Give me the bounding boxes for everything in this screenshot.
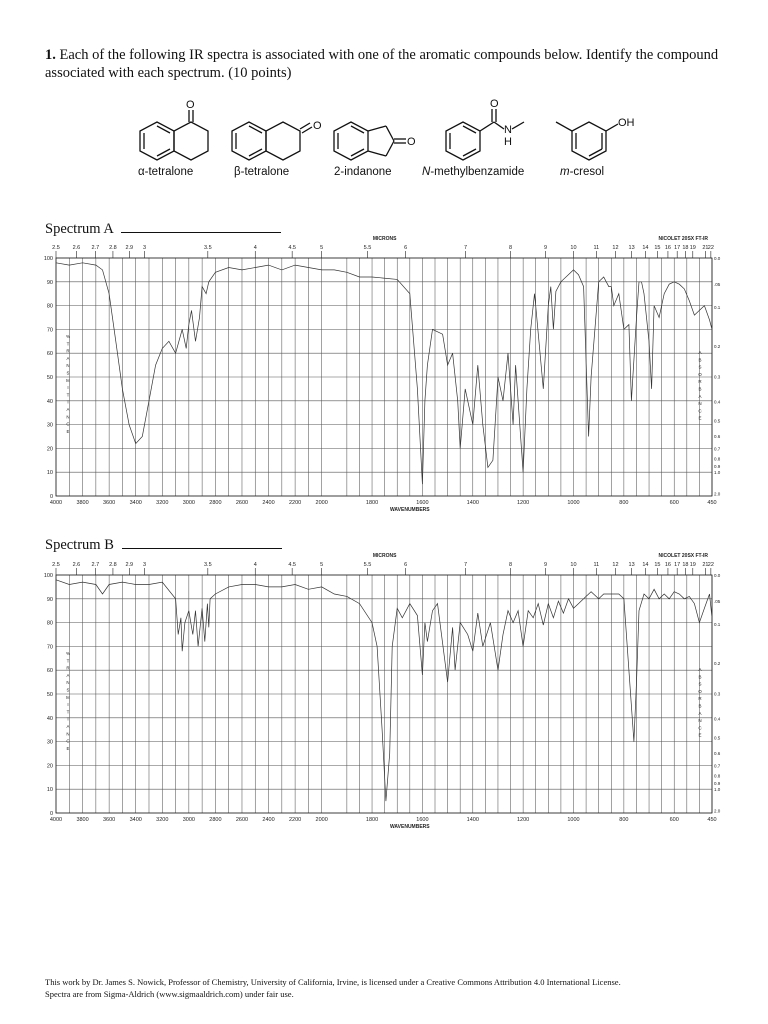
absorbance-tick-label: 0.9 [714,781,721,787]
micron-tick-label: 5.5 [363,245,372,251]
transmittance-letter: I [67,702,69,708]
micron-tick-label: 22 [707,562,714,568]
question-body: Each of the following IR spectra is associated with one of the aromatic compounds below. Identify the compound associated with each spectrum. (10 points) [45,47,719,81]
transmittance-letter: A [66,672,70,678]
x-tick-label: 3000 [182,500,195,506]
y-tick-label: 90 [46,279,53,286]
question-text [45,46,735,82]
spectrum-b-chart [36,551,724,833]
svg-text:O: O [490,98,499,110]
x-tick-label: 800 [619,817,629,823]
compound-name-alpha-tetralone: α-tetralone [138,166,194,178]
y-tick-label: 70 [46,327,53,334]
absorbance-tick-label: 0.8 [714,456,721,462]
micron-tick-label: 15 [654,562,661,568]
micron-tick-label: 8 [509,562,513,568]
transmittance-letter: C [66,421,70,427]
micron-tick-label: 6 [404,245,408,251]
spectrum-a-chart [36,234,724,516]
y-tick-label: 20 [46,763,53,770]
x-tick-label: 1600 [416,817,429,823]
y-tick-label: 80 [46,620,53,627]
x-tick-label: 2200 [288,500,302,506]
n-methylbenzamide-structure [422,96,542,178]
alpha-tetralone-structure [130,96,220,178]
absorbance-tick-label: 0.4 [714,399,721,405]
transmittance-letter: % [65,334,71,339]
transmittance-letter: I [67,385,69,391]
x-tick-label: 600 [669,817,679,823]
transmittance-letter: C [66,738,70,744]
micron-tick-label: 3 [143,245,147,251]
compound-structures [130,96,650,186]
absorbance-letter: B [698,357,702,363]
x-axis-title: WAVENUMBERS [389,824,430,830]
micron-tick-label: 9 [543,562,548,568]
absorbance-tick-label: 0.3 [714,691,721,697]
y-tick-label: 50 [46,375,53,381]
micron-tick-label: 3.5 [203,245,212,251]
micron-tick-label: 9 [543,245,548,251]
svg-text:H: H [504,136,512,148]
absorbance-tick-label: 0.1 [714,304,721,310]
micron-tick-label: 2.7 [91,245,100,251]
transmittance-letter: N [66,414,70,420]
svg-text:O: O [313,120,322,132]
micron-tick-label: 2.5 [52,245,60,251]
compound-name-m-cresol: m-cresol [560,166,605,178]
absorbance-letter: S [698,681,702,687]
transmittance-letter: T [66,399,70,405]
x-tick-label: 1600 [416,500,429,506]
micron-axis-title: MICRONS [372,553,397,559]
micron-tick-label: 5 [320,245,324,251]
x-tick-label: 1000 [567,817,580,823]
micron-tick-label: 16 [664,562,671,568]
micron-tick-label: 13 [628,245,635,251]
x-tick-label: 2800 [209,817,222,823]
absorbance-letter: B [698,674,702,680]
absorbance-letter: R [698,696,702,702]
absorbance-letter: N [698,401,702,407]
micron-tick-label: 4 [253,562,257,568]
transmittance-letter: T [66,709,70,715]
absorbance-tick-label: 0.6 [714,751,721,757]
y-tick-label: 40 [46,398,53,405]
question-number: 1. [45,47,56,63]
compound-name-n-methylbenzamide: N-methylbenzamide [422,166,525,178]
micron-tick-label: 21 [702,245,709,251]
x-tick-label: 1400 [466,817,479,823]
x-tick-label: 1200 [517,500,530,506]
micron-tick-label: 15 [654,245,661,251]
micron-tick-label: 22 [707,245,714,251]
x-tick-label: 2400 [262,500,275,506]
x-tick-label: 4000 [49,817,63,823]
x-tick-label: 2000 [315,817,328,823]
absorbance-letter: N [698,718,702,724]
x-tick-label: 1400 [466,500,479,506]
micron-tick-label: 3.5 [203,562,212,568]
absorbance-tick-label: 2.0 [714,808,721,814]
svg-text:OH: OH [618,117,635,129]
x-tick-label: 3400 [129,500,142,506]
compound-name-2-indanone: 2-indanone [334,166,392,178]
micron-tick-label: 4 [253,245,257,251]
m-cresol-structure [552,96,642,178]
micron-tick-label: 17 [674,562,681,568]
micron-tick-label: 19 [689,562,696,568]
x-tick-label: 2600 [235,817,249,823]
micron-tick-label: 2.6 [72,562,81,568]
y-tick-label: 10 [46,787,53,794]
micron-tick-label: 2.7 [91,562,100,568]
y-tick-label: 80 [46,303,53,310]
absorbance-letter: B [698,386,702,392]
x-tick-label: 3000 [182,817,195,823]
y-tick-label: 0 [49,494,53,500]
micron-tick-label: 18 [682,562,689,568]
y-tick-label: 50 [46,692,53,698]
y-tick-label: 30 [46,422,53,429]
micron-tick-label: 14 [642,245,649,251]
y-tick-label: 20 [46,446,53,453]
micron-tick-label: 14 [642,562,649,568]
y-tick-label: 60 [46,351,53,358]
beta-tetralone-structure [228,96,328,178]
svg-text:N: N [504,124,512,136]
micron-tick-label: 12 [612,245,619,251]
micron-axis-title: MICRONS [372,236,397,242]
atom-o: O [186,99,195,111]
x-tick-label: 2400 [262,817,275,823]
micron-tick-label: 19 [689,245,696,251]
micron-tick-label: 17 [674,245,681,251]
absorbance-letter: C [698,408,702,414]
transmittance-letter: S [66,687,70,693]
absorbance-letter: E [698,732,702,738]
transmittance-letter: R [66,348,70,354]
transmittance-letter: T [66,392,70,398]
absorbance-tick-label: 0.0 [714,573,721,578]
x-tick-label: 3800 [76,817,89,823]
transmittance-letter: R [66,665,70,671]
absorbance-tick-label: 0.2 [714,660,721,666]
absorbance-tick-label: 2.0 [714,491,721,497]
x-tick-label: 3800 [76,500,89,506]
micron-tick-label: 3 [143,562,147,568]
spectrum-a-trace [56,263,712,484]
transmittance-letter: A [66,724,70,729]
absorbance-tick-label: 0.0 [714,256,721,261]
absorbance-tick-label: 0.4 [714,716,721,722]
absorbance-letter: C [698,725,702,731]
absorbance-letter: S [698,364,702,370]
y-tick-label: 30 [46,739,53,746]
absorbance-letter: B [698,703,702,709]
absorbance-tick-label: 0.7 [714,763,721,769]
y-tick-label: 40 [46,715,53,722]
micron-tick-label: 5 [320,562,324,568]
x-tick-label: 2600 [235,500,249,506]
micron-tick-label: 10 [570,245,577,251]
absorbance-tick-label: 0.7 [714,446,721,452]
absorbance-letter: A [698,667,702,672]
micron-tick-label: 2.8 [109,245,117,251]
compound-name-beta-tetralone: β-tetralone [234,166,290,178]
x-tick-label: 1000 [567,500,580,506]
spectrum-b-title: Spectrum B [45,536,282,554]
transmittance-letter: T [66,658,70,664]
micron-tick-label: 8 [509,245,513,251]
x-tick-label: 3600 [103,500,116,506]
absorbance-tick-label: 1.0 [714,470,721,476]
y-tick-label: 100 [43,573,53,579]
absorbance-letter: O [698,688,702,694]
absorbance-tick-label: .05 [714,598,721,604]
absorbance-letter: R [698,379,702,385]
x-tick-label: 3200 [156,500,169,506]
svg-text:O: O [407,136,416,148]
transmittance-letter: T [66,716,70,722]
transmittance-letter: N [66,363,70,369]
micron-tick-label: 12 [612,562,619,568]
2-indanone-structure [330,96,420,178]
micron-tick-label: 2.9 [125,562,134,568]
x-tick-label: 450 [707,500,717,506]
transmittance-letter: T [66,341,70,347]
x-tick-label: 1800 [365,817,379,823]
x-tick-label: 600 [669,500,679,506]
transmittance-letter: M [66,377,70,383]
absorbance-tick-label: 0.5 [714,418,721,424]
absorbance-letter: A [698,710,702,716]
absorbance-tick-label: 0.8 [714,773,721,779]
micron-tick-label: 18 [682,245,689,251]
micron-tick-label: 5.5 [363,562,372,568]
spectrum-b-answer-blank[interactable] [122,536,282,549]
x-tick-label: 800 [619,500,629,506]
x-tick-label: 2000 [315,500,328,506]
micron-tick-label: 13 [628,562,635,568]
micron-tick-label: 7 [464,245,468,251]
micron-tick-label: 2.8 [109,562,117,568]
micron-tick-label: 2.5 [52,562,60,568]
spectrum-a-answer-blank[interactable] [121,220,281,233]
absorbance-tick-label: 0.3 [714,374,721,380]
y-tick-label: 60 [46,668,53,675]
transmittance-letter: A [66,407,70,412]
absorbance-tick-label: 0.5 [714,735,721,741]
x-tick-label: 1800 [365,500,379,506]
absorbance-tick-label: 0.2 [714,343,721,349]
absorbance-letter: O [698,371,702,377]
micron-tick-label: 10 [570,562,577,568]
transmittance-letter: % [65,651,71,656]
x-tick-label: 2800 [209,500,222,506]
x-tick-label: 1200 [517,817,530,823]
x-axis-title: WAVENUMBERS [389,507,430,513]
micron-tick-label: 4.5 [288,245,296,251]
y-tick-label: 10 [46,470,53,477]
y-tick-label: 100 [43,256,53,262]
absorbance-tick-label: 0.1 [714,621,721,627]
x-tick-label: 4000 [49,500,63,506]
absorbance-letter: A [698,393,702,399]
absorbance-tick-label: 0.6 [714,434,721,440]
y-tick-label: 70 [46,644,53,651]
footer-source: Spectra are from Sigma-Aldrich (www.sigmaaldrich.com) under fair use. [45,989,294,999]
spectrum-b-trace [56,580,712,801]
transmittance-letter: N [66,680,70,686]
transmittance-letter: M [66,694,70,700]
transmittance-letter: N [66,731,70,737]
x-tick-label: 450 [707,817,717,823]
absorbance-tick-label: 0.9 [714,464,721,470]
absorbance-tick-label: .05 [714,281,721,287]
absorbance-tick-label: 1.0 [714,787,721,793]
x-tick-label: 3400 [129,817,142,823]
micron-tick-label: 6 [404,562,408,568]
x-tick-label: 3200 [156,817,169,823]
micron-tick-label: 16 [664,245,671,251]
y-tick-label: 0 [49,811,53,817]
micron-tick-label: 11 [593,245,600,251]
micron-tick-label: 21 [702,562,709,568]
instrument-label: NICOLET 20SX FT-IR [658,553,708,559]
micron-tick-label: 2.6 [72,245,81,251]
micron-tick-label: 4.5 [288,562,296,568]
absorbance-letter: A [698,350,702,355]
x-tick-label: 3600 [103,817,116,823]
y-tick-label: 90 [46,596,53,603]
absorbance-letter: E [698,415,702,421]
micron-tick-label: 11 [593,562,600,568]
micron-tick-label: 2.9 [125,245,134,251]
transmittance-letter: E [66,745,70,751]
instrument-label: NICOLET 20SX FT-IR [658,236,708,242]
footer-credits [45,976,621,1000]
spectrum-a-title: Spectrum A [45,220,281,238]
transmittance-letter: A [66,355,70,361]
transmittance-letter: E [66,428,70,434]
footer-license: This work by Dr. James S. Nowick, Professor of Chemistry, University of California, Irvine, is licensed under a Creative Commons Attribution 4.0 International License. [45,977,621,987]
x-tick-label: 2200 [288,817,302,823]
transmittance-letter: S [66,370,70,376]
micron-tick-label: 7 [464,562,468,568]
